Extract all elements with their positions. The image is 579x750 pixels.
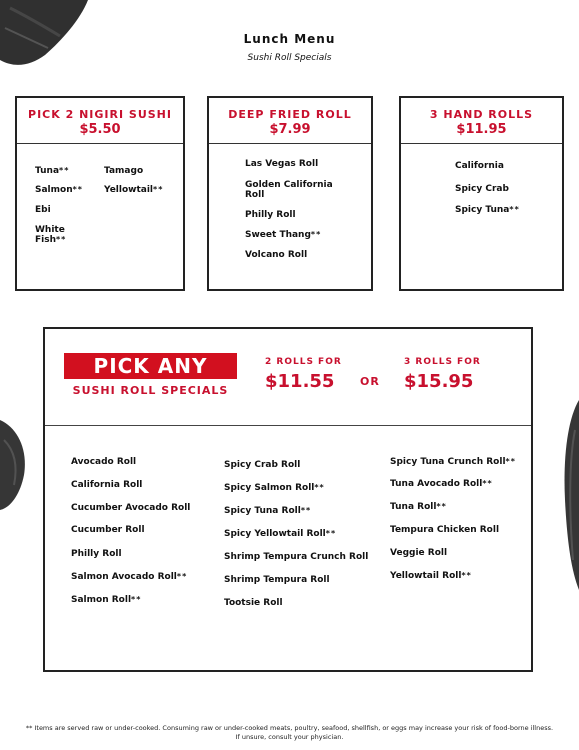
menu-item: Yellowtail** bbox=[104, 185, 164, 195]
option-label: 2 ROLLS FOR bbox=[265, 357, 342, 367]
menu-item: Tuna Roll** bbox=[390, 502, 447, 512]
menu-item: Tempura Chicken Roll bbox=[390, 525, 500, 535]
menu-item: Volcano Roll bbox=[245, 250, 308, 260]
menu-item: Spicy Yellowtail Roll** bbox=[224, 529, 337, 539]
box-title: DEEP FRIED ROLL bbox=[228, 108, 352, 121]
divider bbox=[209, 143, 371, 144]
menu-item: Fish** bbox=[35, 235, 67, 245]
sushi-roll-specials-box bbox=[43, 327, 533, 672]
box-title: 3 HAND ROLLS bbox=[429, 108, 534, 121]
menu-item: Cucumber Roll bbox=[71, 525, 145, 535]
menu-item: Salmon Avocado Roll** bbox=[71, 572, 188, 582]
deep-fried-roll-box bbox=[207, 96, 373, 291]
footnote bbox=[0, 724, 579, 742]
divider bbox=[45, 425, 531, 426]
menu-item: Veggie Roll bbox=[390, 548, 448, 558]
menu-item: Philly Roll bbox=[245, 210, 296, 220]
menu-item: Spicy Salmon Roll** bbox=[224, 483, 325, 493]
menu-item: Spicy Crab bbox=[455, 184, 509, 194]
menu-item: Las Vegas Roll bbox=[245, 159, 319, 169]
menu-item: Tamago bbox=[104, 166, 144, 176]
box-title: PICK 2 NIGIRI SUSHI bbox=[28, 108, 172, 121]
menu-item: Spicy Tuna Roll** bbox=[224, 506, 312, 516]
menu-item: Tuna Avocado Roll** bbox=[390, 479, 493, 489]
menu-item: Spicy Crab Roll bbox=[224, 460, 301, 470]
nigiri-sushi-box bbox=[15, 96, 185, 291]
menu-item: Tuna** bbox=[35, 166, 70, 176]
menu-item: Sweet Thang** bbox=[245, 230, 322, 240]
box-price: $11.95 bbox=[456, 122, 507, 137]
menu-item: Cucumber Avocado Roll bbox=[71, 503, 191, 513]
menu-item: Ebi bbox=[35, 205, 51, 215]
hand-rolls-box bbox=[399, 96, 564, 291]
option-price: $11.55 bbox=[265, 371, 335, 392]
menu-item: Salmon Roll** bbox=[71, 595, 142, 605]
menu-item: Avocado Roll bbox=[71, 457, 137, 467]
menu-item: White bbox=[35, 225, 65, 235]
ink-brush-decoration bbox=[559, 400, 579, 590]
menu-item: Salmon** bbox=[35, 185, 83, 195]
footnote-line: If unsure, consult your physician. bbox=[235, 733, 344, 741]
menu-item: Spicy Tuna Crunch Roll** bbox=[390, 457, 516, 467]
menu-item: California Roll bbox=[71, 480, 143, 490]
or-label: OR bbox=[360, 375, 380, 388]
menu-title: Lunch Menu bbox=[243, 32, 336, 46]
option-label: 3 ROLLS FOR bbox=[404, 357, 481, 367]
menu-subtitle: Sushi Roll Specials bbox=[247, 53, 332, 63]
option-price: $15.95 bbox=[404, 371, 474, 392]
menu-item: Yellowtail Roll** bbox=[390, 571, 472, 581]
box-price: $5.50 bbox=[79, 122, 121, 137]
menu-item: Spicy Tuna** bbox=[455, 205, 520, 215]
menu-item: Shrimp Tempura Roll bbox=[224, 575, 330, 585]
divider bbox=[17, 143, 183, 144]
menu-item: California bbox=[455, 161, 504, 171]
menu-item: Roll bbox=[245, 190, 265, 200]
menu-item: Shrimp Tempura Crunch Roll bbox=[224, 552, 369, 562]
box-price: $7.99 bbox=[269, 122, 311, 137]
menu-item: Tootsie Roll bbox=[224, 598, 283, 608]
ink-brush-decoration bbox=[0, 420, 30, 510]
menu-item: Golden California bbox=[245, 180, 333, 190]
menu-item: Philly Roll bbox=[71, 549, 122, 559]
specials-subtitle: SUSHI ROLL SPECIALS bbox=[72, 384, 229, 397]
pick-any-banner: PICK ANY bbox=[64, 353, 237, 379]
footnote-line: ** Items are served raw or under-cooked. Consuming raw or under-cooked meats, poultry, seafood, shellfish, or eggs may increase your risk of food-borne illness. bbox=[25, 724, 554, 732]
divider bbox=[401, 143, 562, 144]
